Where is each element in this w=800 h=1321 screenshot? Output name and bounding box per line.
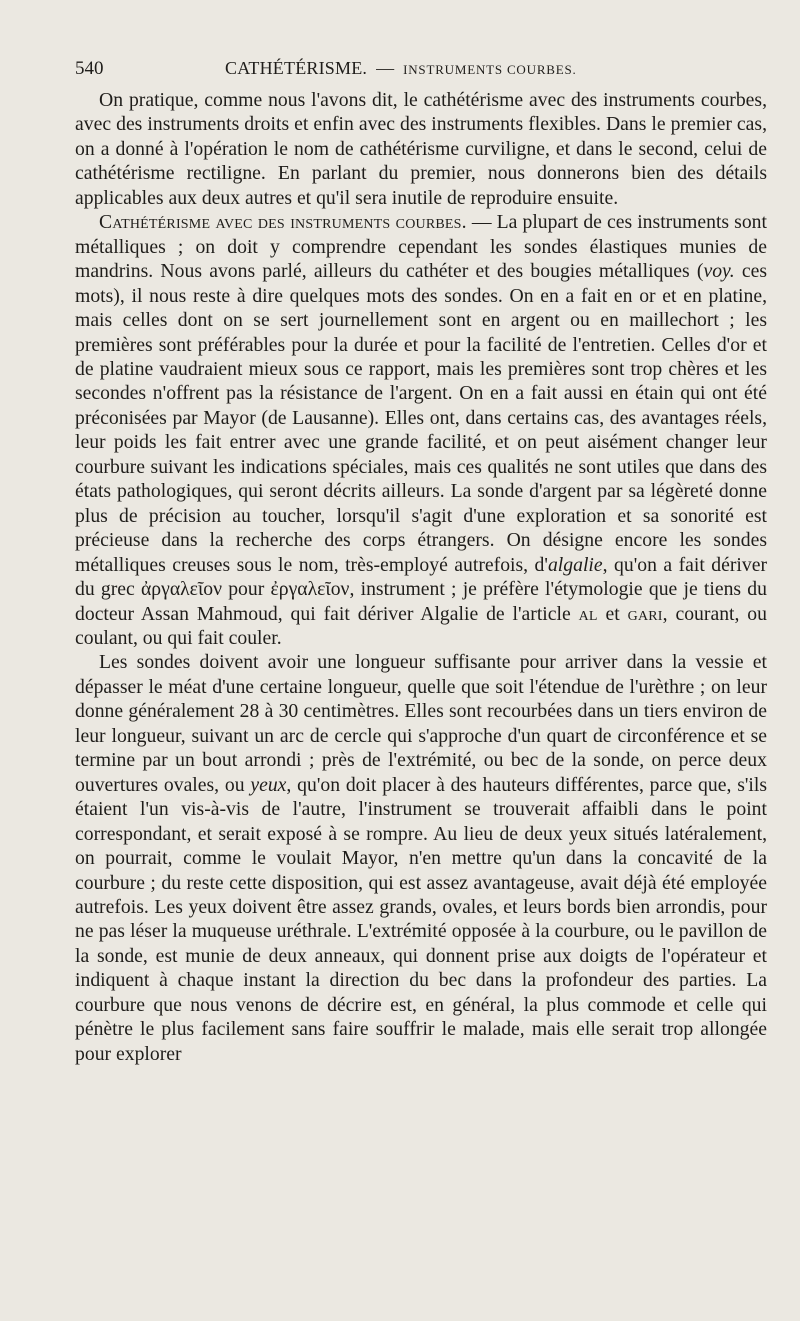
paragraph-3-text-1: Les sondes doivent avoir une longueur suffisante pour arriver dans la vessie et dépasser le méat d'une certaine longueur, quelle que soit l'étendue de l'urèthre ; on leur donne généralement 28 à 30 centimètres. Elles sont recourbées dans un tiers environ de leur longueur, suivant un arc de cercle qui s'approche d'un quart de circonférence et se termine par un bout arrondi ; près de l'extrémité, ou bec de la sonde, on perce deux ouvertures ovales, ou <box>75 651 767 796</box>
paragraph-1: On pratique, comme nous l'avons dit, le cathétérisme avec des instruments courbes, avec des instruments droits et enfin avec des instruments flexibles. Dans le premier cas, on a donné à l'opération le nom de cathétérisme curviligne, et dans le second, celui de cathétérisme rectiligne. En parlant du premier, nous donnerons bien des détails applicables aux deux autres et qu'il sera inutile de reproduire ensuite. <box>75 89 767 209</box>
section-heading: Cathétérisme avec des instruments courbes. <box>99 211 467 234</box>
running-subtitle: INSTRUMENTS COURBES. <box>403 62 577 77</box>
algalie-italic: algalie <box>547 553 603 576</box>
gari-smallcaps: gari <box>627 602 663 625</box>
al-smallcaps: al <box>578 602 598 625</box>
page-body <box>75 88 767 1066</box>
yeux-italic: yeux <box>250 773 287 796</box>
running-separator: — <box>376 58 395 78</box>
running-title: CATHÉTÉRISME. <box>225 58 368 78</box>
page-header <box>75 58 766 80</box>
paragraph-3-text-2: , qu'on doit placer à des hauteurs différentes, parce que, s'ils étaient l'un vis-à-vis de l'autre, l'instrument se trouverait affaibli dans le point correspondant, et serait exposé à se rompre. Au lieu de deux yeux situés latéralement, on pourrait, comme le voulait Mayor, n'en mettre qu'un dans la concavité de la courbure ; du reste cette disposition, qui est assez avantageuse, avait déjà été employée autrefois. Les yeux doivent être assez grands, ovales, et leurs bords bien arrondis, pour ne pas léser la muqueuse uréthrale. L'extrémité opposée à la courbure, ou le pavillon de la sonde, est munie de deux anneaux, qui donnent prise aux doigts de l'opérateur et indiquent à chaque instant la direction du bec dans la profondeur des parties. La courbure que nous venons de décrire est, en général, la plus commode et celle qui pénètre le plus facilement sans faire souffrir le malade, mais elle serait trop allongée pour explorer <box>75 773 768 1065</box>
paragraph-2-text-1: — La plupart de ces instruments sont métalliques ; on doit y comprendre cependant les sondes élastiques munies de mandrins. Nous avons parlé, ailleurs du cathéter et des bougies métalliques ( <box>75 211 767 283</box>
page-number: 540 <box>75 58 104 79</box>
paragraph-2-text-4: et <box>597 602 628 625</box>
paragraph-2-text-5: , courant, ou coulant, ou qui fait couler. <box>75 602 767 649</box>
voy-italic: voy. <box>703 260 735 283</box>
paragraph-2-text-3: , qu'on a fait dériver du grec ἀργαλεῖον pour ἐργαλεῖον, instrument ; je préfère l'étymologie que je tiens du docteur Assan Mahmoud, qui fait dériver Algalie de l'article <box>75 553 767 625</box>
paragraph-2 <box>75 210 767 650</box>
paragraph-2-text-2: ces mots), il nous reste à dire quelques mots des sondes. On en a fait en or et en platine, mais celles dont on se sert journellement sont en argent ou en maillechort ; les premières sont préférables pour la durée et pour la facilité de l'entretien. Celles d'or et de platine vaudraient mieux sous ce rapport, mais les premières sont trop chères et les secondes n'offrent pas la résistance de l'argent. On en a fait aussi en étain qui ont été préconisées par Mayor (de Lausanne). Elles ont, dans certains cas, des avantages réels, leur poids les fait entrer avec une grande facilité, et on peut aisément changer leur courbure suivant les indications spéciales, mais ces qualités ne sont utiles que dans des états pathologiques, qui seront décrits ailleurs. La sonde d'argent par sa légèreté donne plus de précision au toucher, lorsqu'il s'agit d'une exploration et sa sonorité est précieuse dans la recherche des corps étrangers. On désigne encore les sondes métalliques creuses sous le nom, très-employé autrefois, d' <box>75 260 767 576</box>
paragraph-3 <box>75 650 767 1066</box>
